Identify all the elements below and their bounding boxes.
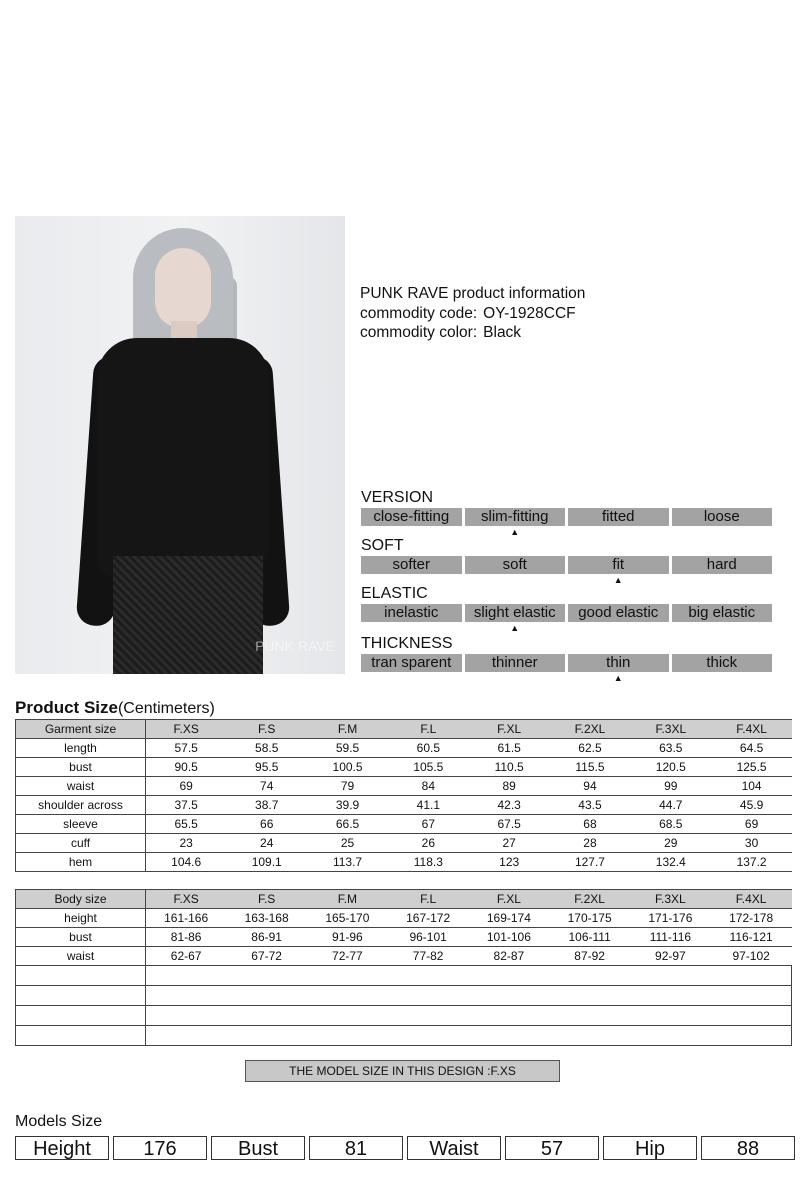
- table-cell: 26: [388, 834, 469, 853]
- body-header-cell: F.S: [226, 890, 307, 909]
- selected-marker-icon: ▲: [613, 575, 623, 585]
- scale-option: big elastic: [672, 604, 773, 622]
- garment-header-cell: F.M: [307, 720, 388, 739]
- row-label: waist: [16, 777, 146, 796]
- table-cell: 69: [146, 777, 227, 796]
- marker-slot: [465, 672, 566, 684]
- blank-row: [16, 1026, 792, 1046]
- scale-option: good elastic: [568, 604, 669, 622]
- blank-cell: [146, 966, 792, 986]
- table-cell: 58.5: [226, 739, 307, 758]
- scale-title: ELASTIC: [361, 585, 428, 602]
- blank-cell: [146, 1006, 792, 1026]
- product-size-heading: Product Size: [15, 698, 118, 717]
- scale-elastic: [361, 584, 772, 634]
- scale-option: thin: [568, 654, 669, 672]
- table-cell: 38.7: [226, 796, 307, 815]
- models-size-title: Models Size: [15, 1113, 103, 1130]
- table-row: [16, 739, 793, 758]
- scale-options: [361, 508, 772, 526]
- table-cell: 115.5: [550, 758, 631, 777]
- table-cell: 24: [226, 834, 307, 853]
- table-cell: 92-97: [630, 947, 711, 966]
- scale-marker-row: [361, 672, 772, 684]
- scale-marker-row: [361, 622, 772, 634]
- scale-title: THICKNESS: [361, 635, 453, 652]
- photo-shirt: [97, 338, 269, 578]
- table-row: [16, 758, 793, 777]
- info-code-value: OY-1928CCF: [483, 304, 576, 322]
- table-cell: 82-87: [469, 947, 550, 966]
- product-size-unit: (Centimeters): [117, 700, 215, 717]
- table-cell: 65.5: [146, 815, 227, 834]
- garment-header-cell: F.XS: [146, 720, 227, 739]
- table-cell: 30: [711, 834, 792, 853]
- blank-cell: [146, 986, 792, 1006]
- row-label: shoulder across: [16, 796, 146, 815]
- scale-version: [361, 488, 772, 538]
- garment-header-cell: F.S: [226, 720, 307, 739]
- blank-cell: [16, 1026, 146, 1046]
- table-row: [16, 909, 792, 928]
- marker-slot: [672, 622, 773, 634]
- scale-thickness: [361, 634, 772, 684]
- garment-header-cell: F.4XL: [711, 720, 792, 739]
- garment-header-row: [16, 720, 793, 739]
- garment-header-cell: F.3XL: [630, 720, 711, 739]
- info-code-row: [360, 304, 585, 324]
- scale-options: [361, 604, 772, 622]
- models-size-row: [15, 1136, 795, 1160]
- garment-header-cell: F.XL: [469, 720, 550, 739]
- table-cell: 170-175: [549, 909, 630, 928]
- table-cell: 90.5: [146, 758, 227, 777]
- info-code-label: commodity code:: [360, 304, 478, 322]
- table-cell: 106-111: [549, 928, 630, 947]
- row-label: sleeve: [16, 815, 146, 834]
- model-waist-value: 57: [505, 1136, 599, 1160]
- table-cell: 66.5: [307, 815, 388, 834]
- table-cell: 101-106: [469, 928, 550, 947]
- table-cell: 109.1: [226, 853, 307, 872]
- table-cell: 37.5: [146, 796, 227, 815]
- table-cell: 43.5: [550, 796, 631, 815]
- table-cell: 172-178: [711, 909, 792, 928]
- table-cell: 127.7: [550, 853, 631, 872]
- table-cell: 59.5: [307, 739, 388, 758]
- table-cell: 74: [226, 777, 307, 796]
- table-cell: 66: [226, 815, 307, 834]
- table-cell: 163-168: [226, 909, 307, 928]
- garment-header-cell: F.2XL: [550, 720, 631, 739]
- scale-option: inelastic: [361, 604, 462, 622]
- body-header-cell: F.4XL: [711, 890, 792, 909]
- scale-option: loose: [672, 508, 773, 526]
- table-cell: 123: [469, 853, 550, 872]
- model-hip-label: Hip: [603, 1136, 697, 1160]
- table-cell: 120.5: [630, 758, 711, 777]
- table-cell: 45.9: [711, 796, 792, 815]
- table-cell: 116-121: [711, 928, 792, 947]
- table-cell: 132.4: [630, 853, 711, 872]
- scale-option: soft: [465, 556, 566, 574]
- table-cell: 23: [146, 834, 227, 853]
- table-cell: 104: [711, 777, 792, 796]
- scale-option: fit: [568, 556, 669, 574]
- blank-cell: [146, 1026, 792, 1046]
- table-cell: 63.5: [630, 739, 711, 758]
- table-row: [16, 928, 792, 947]
- table-cell: 62-67: [146, 947, 227, 966]
- body-header-row: [16, 890, 792, 909]
- scale-option: softer: [361, 556, 462, 574]
- body-header-cell: F.XS: [146, 890, 227, 909]
- table-cell: 79: [307, 777, 388, 796]
- photo-face: [155, 248, 211, 328]
- table-cell: 161-166: [146, 909, 227, 928]
- body-size-table: [15, 889, 792, 1046]
- table-cell: 61.5: [469, 739, 550, 758]
- scale-option: close-fitting: [361, 508, 462, 526]
- table-cell: 105.5: [388, 758, 469, 777]
- table-cell: 68.5: [630, 815, 711, 834]
- body-header-cell: F.2XL: [549, 890, 630, 909]
- scale-option: fitted: [568, 508, 669, 526]
- table-cell: 167-172: [388, 909, 469, 928]
- selected-marker-icon: ▲: [510, 527, 520, 537]
- info-color-label: commodity color:: [360, 324, 478, 341]
- table-cell: 60.5: [388, 739, 469, 758]
- table-cell: 95.5: [226, 758, 307, 777]
- table-row: [16, 853, 793, 872]
- selected-marker-icon: ▲: [510, 623, 520, 633]
- table-cell: 42.3: [469, 796, 550, 815]
- scale-option: tran sparent: [361, 654, 462, 672]
- marker-slot: [672, 672, 773, 684]
- table-cell: 28: [550, 834, 631, 853]
- table-cell: 94: [550, 777, 631, 796]
- table-row: [16, 796, 793, 815]
- table-cell: 77-82: [388, 947, 469, 966]
- model-height-label: Height: [15, 1136, 109, 1160]
- scale-option: hard: [672, 556, 773, 574]
- selected-marker-icon: ▲: [613, 673, 623, 683]
- table-cell: 68: [550, 815, 631, 834]
- blank-row: [16, 1006, 792, 1026]
- table-cell: 104.6: [146, 853, 227, 872]
- blank-cell: [16, 966, 146, 986]
- row-label: length: [16, 739, 146, 758]
- photo-watermark: PUNK RAVE: [255, 638, 335, 654]
- model-photo: [15, 216, 345, 674]
- body-header-cell: F.L: [388, 890, 469, 909]
- table-row: [16, 947, 792, 966]
- table-cell: 39.9: [307, 796, 388, 815]
- table-cell: 29: [630, 834, 711, 853]
- row-label: height: [16, 909, 146, 928]
- table-cell: 81-86: [146, 928, 227, 947]
- marker-slot: [568, 622, 669, 634]
- info-color-row: [360, 323, 585, 343]
- scale-option: slim-fitting: [465, 508, 566, 526]
- scale-option: thinner: [465, 654, 566, 672]
- table-cell: 110.5: [469, 758, 550, 777]
- scale-option: thick: [672, 654, 773, 672]
- garment-size-table: [15, 719, 792, 872]
- table-cell: 111-116: [630, 928, 711, 947]
- product-info: [360, 284, 585, 343]
- product-size-title: [15, 698, 215, 718]
- blank-row: [16, 966, 792, 986]
- table-cell: 100.5: [307, 758, 388, 777]
- table-cell: 41.1: [388, 796, 469, 815]
- row-label: bust: [16, 928, 146, 947]
- row-label: hem: [16, 853, 146, 872]
- row-label: waist: [16, 947, 146, 966]
- info-color-value: Black: [483, 324, 522, 341]
- body-header-cell: F.XL: [469, 890, 550, 909]
- table-cell: 67: [388, 815, 469, 834]
- body-header-cell: F.M: [307, 890, 388, 909]
- blank-row: [16, 986, 792, 1006]
- scale-title: VERSION: [361, 489, 434, 506]
- table-cell: 67.5: [469, 815, 550, 834]
- blank-cell: [16, 986, 146, 1006]
- table-cell: 113.7: [307, 853, 388, 872]
- scale-title: SOFT: [361, 537, 404, 554]
- table-cell: 84: [388, 777, 469, 796]
- table-cell: 72-77: [307, 947, 388, 966]
- model-hip-value: 88: [701, 1136, 795, 1160]
- garment-header-cell: F.L: [388, 720, 469, 739]
- scale-soft: [361, 536, 772, 586]
- row-label: bust: [16, 758, 146, 777]
- row-label: cuff: [16, 834, 146, 853]
- marker-slot: [361, 672, 462, 684]
- blank-cell: [16, 1006, 146, 1026]
- photo-skirt: [113, 556, 263, 674]
- table-cell: 25: [307, 834, 388, 853]
- table-cell: 169-174: [469, 909, 550, 928]
- table-cell: 62.5: [550, 739, 631, 758]
- table-cell: 171-176: [630, 909, 711, 928]
- table-cell: 57.5: [146, 739, 227, 758]
- table-cell: 118.3: [388, 853, 469, 872]
- info-title: PUNK RAVE product information: [360, 285, 586, 302]
- table-row: [16, 815, 793, 834]
- table-cell: 64.5: [711, 739, 792, 758]
- table-cell: 27: [469, 834, 550, 853]
- table-cell: 69: [711, 815, 792, 834]
- garment-header-cell: Garment size: [16, 720, 146, 739]
- table-cell: 165-170: [307, 909, 388, 928]
- model-bust-value: 81: [309, 1136, 403, 1160]
- table-row: [16, 777, 793, 796]
- table-cell: 137.2: [711, 853, 792, 872]
- table-row: [16, 834, 793, 853]
- table-cell: 67-72: [226, 947, 307, 966]
- model-waist-label: Waist: [407, 1136, 501, 1160]
- table-cell: 87-92: [549, 947, 630, 966]
- scale-options: [361, 654, 772, 672]
- body-header-cell: Body size: [16, 890, 146, 909]
- model-height-value: 176: [113, 1136, 207, 1160]
- scale-options: [361, 556, 772, 574]
- table-cell: 125.5: [711, 758, 792, 777]
- scale-option: slight elastic: [465, 604, 566, 622]
- body-header-cell: F.3XL: [630, 890, 711, 909]
- model-size-note: THE MODEL SIZE IN THIS DESIGN :F.XS: [245, 1060, 560, 1082]
- model-bust-label: Bust: [211, 1136, 305, 1160]
- marker-slot: [361, 622, 462, 634]
- table-cell: 91-96: [307, 928, 388, 947]
- table-cell: 96-101: [388, 928, 469, 947]
- table-cell: 89: [469, 777, 550, 796]
- table-cell: 97-102: [711, 947, 792, 966]
- table-cell: 86-91: [226, 928, 307, 947]
- table-cell: 44.7: [630, 796, 711, 815]
- table-cell: 99: [630, 777, 711, 796]
